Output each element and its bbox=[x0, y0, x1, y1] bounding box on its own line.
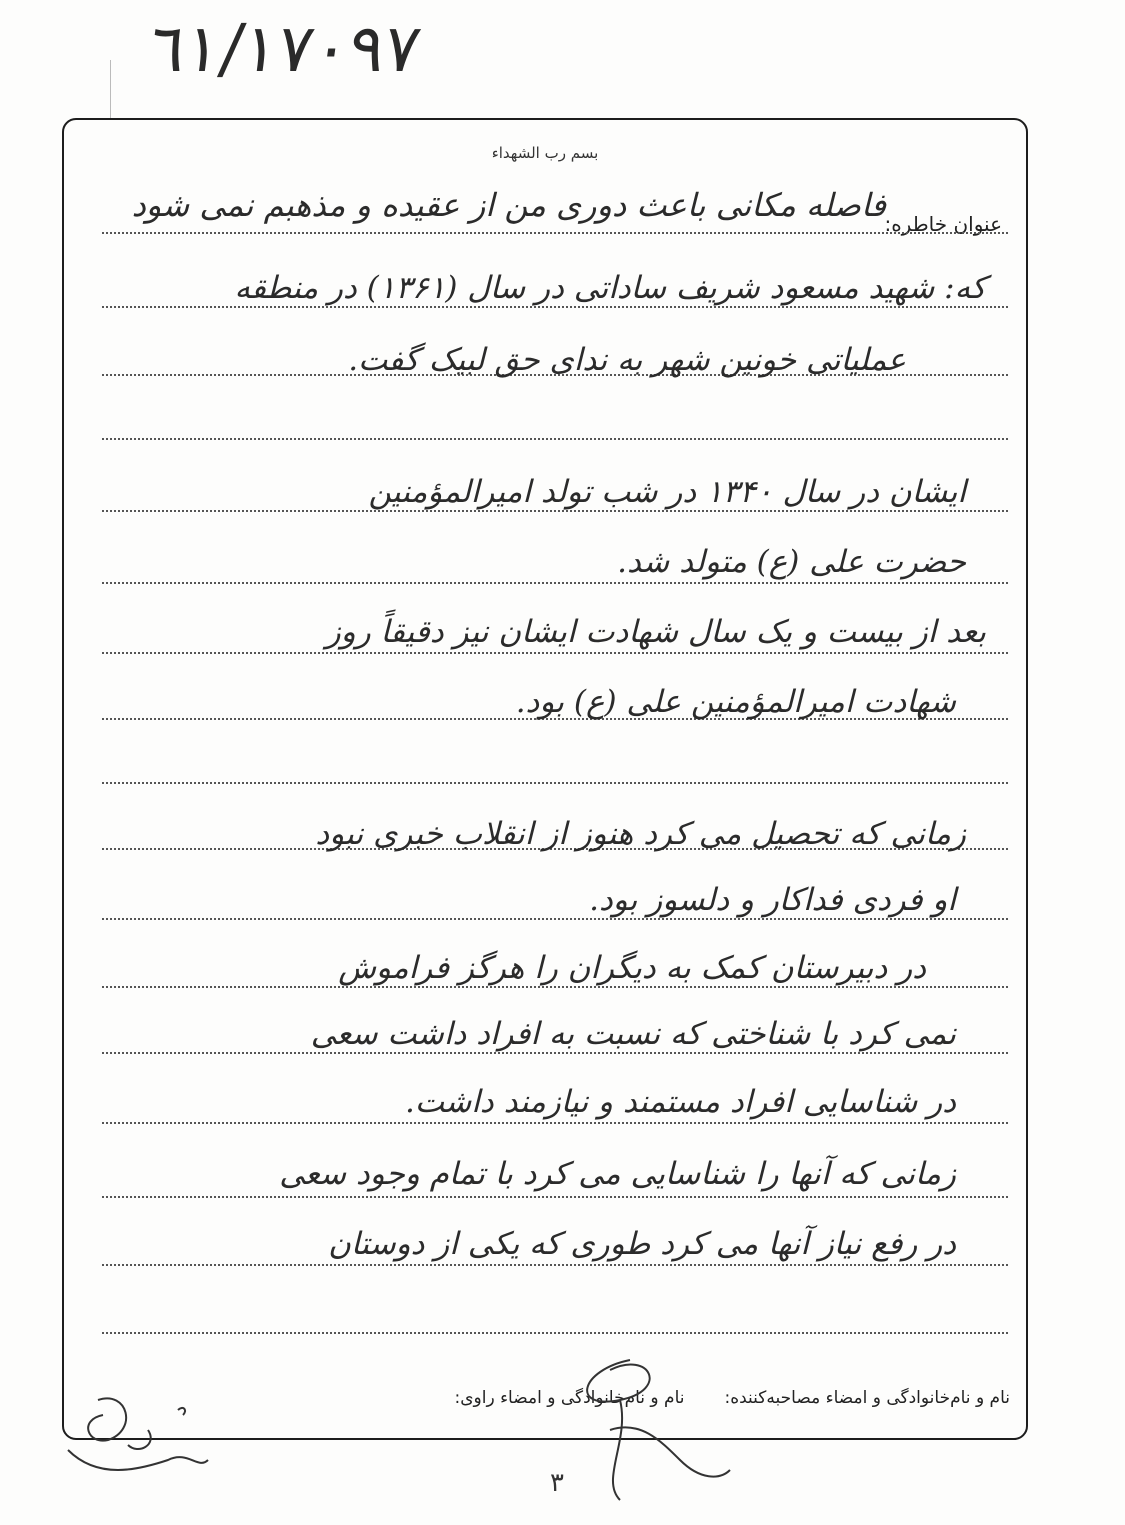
memoir-form bbox=[62, 118, 1028, 1440]
interviewer-signature bbox=[560, 1330, 760, 1510]
ruled-line bbox=[102, 918, 1008, 920]
ruled-line bbox=[102, 232, 1008, 234]
page-number: ۳ bbox=[550, 1468, 564, 1498]
handwritten-line: در دبیرستان کمک به دیگران را هرگز فراموش bbox=[338, 950, 926, 986]
margin-line bbox=[110, 60, 111, 120]
ruled-line bbox=[102, 510, 1008, 512]
ruled-line bbox=[102, 986, 1008, 988]
narrator-signature-label: نام و نام‌خانوادگی و امضاء راوی: bbox=[454, 1388, 685, 1408]
handwritten-line: ایشان در سال ۱۳۴۰ در شب تولد امیرالمؤمنین bbox=[368, 474, 966, 510]
handwritten-line: در شناسایی افراد مستمند و نیازمند داشت. bbox=[405, 1084, 956, 1120]
handwritten-line: حضرت علی (ع) متولد شد. bbox=[617, 544, 966, 580]
form-header: بسم رب الشهداء bbox=[491, 144, 599, 162]
handwritten-line: که: شهید مسعود شریف ساداتی در سال (۱۳۶۱) در منطقه bbox=[234, 270, 986, 306]
handwritten-line: شهادت امیرالمؤمنین علی (ع) بود. bbox=[515, 684, 956, 720]
handwritten-line: بعد از بیست و یک سال شهادت ایشان نیز دقیقاً روز bbox=[325, 614, 986, 650]
ruled-line bbox=[102, 1332, 1008, 1334]
ruled-line bbox=[102, 1264, 1008, 1266]
ruled-line bbox=[102, 582, 1008, 584]
title-label: عنوان خاطره: bbox=[884, 212, 1002, 236]
interviewer-signature-label: نام و نام‌خانوادگی و امضاء مصاحبه‌کننده: bbox=[724, 1388, 1010, 1408]
handwritten-line: او فردی فداکار و دلسوز بود. bbox=[589, 882, 956, 918]
ruled-line bbox=[102, 652, 1008, 654]
ruled-line bbox=[102, 438, 1008, 440]
document-number: ٦١/١٧٠٩٧ bbox=[144, 10, 426, 87]
handwritten-line: عملیاتی خونین شهر به ندای حق لبیک گفت. bbox=[348, 342, 906, 378]
ruled-line bbox=[102, 782, 1008, 784]
handwritten-line: زمانی که آنها را شناسایی می کرد با تمام وجود سعی bbox=[279, 1156, 956, 1192]
handwritten-line: زمانی که تحصیل می کرد هنوز از انقلاب خبری نبود bbox=[315, 816, 966, 852]
handwritten-line: نمی کرد با شناختی که نسبت به افراد داشت سعی bbox=[310, 1016, 956, 1052]
handwritten-line: در رفع نیاز آنها می کرد طوری که یکی از دوستان bbox=[328, 1226, 956, 1262]
title-handwritten: فاصله مکانی باعث دوری من از عقیده و مذهبم نمی شود bbox=[131, 186, 886, 224]
ruled-line bbox=[102, 306, 1008, 308]
narrator-signature bbox=[58, 1390, 238, 1500]
ruled-line bbox=[102, 1196, 1008, 1198]
ruled-line bbox=[102, 1052, 1008, 1054]
ruled-line bbox=[102, 1122, 1008, 1124]
